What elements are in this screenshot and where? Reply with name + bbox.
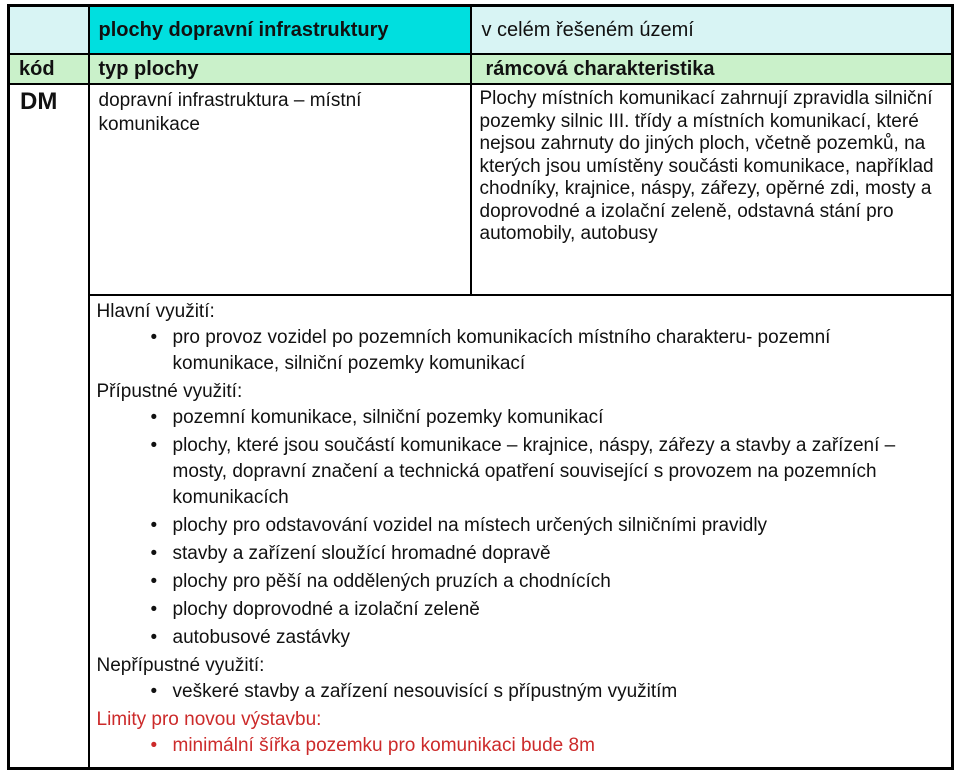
list-item-text: autobusové zastávky — [172, 627, 350, 648]
list-item — [97, 433, 918, 511]
list-item — [97, 405, 918, 431]
list-item-text: veškeré stavby a zařízení nesouvisící s přípustným využitím — [172, 681, 678, 702]
bullet-icon: • — [150, 571, 158, 592]
zone-code: DM — [9, 84, 89, 769]
list-item — [97, 513, 918, 539]
bullet-icon: • — [150, 543, 158, 564]
list-item-text: pozemní komunikace, silniční pozemky komunikací — [172, 407, 604, 428]
category-scope: v celém řešeném území — [471, 6, 953, 55]
category-header-row — [9, 6, 953, 55]
bullet-icon: • — [150, 735, 158, 756]
section-heading-prohibited-use: Nepřípustné využití: — [96, 655, 265, 676]
bullet-icon: • — [150, 327, 158, 348]
column-header-code: kód — [9, 54, 89, 84]
list-item-text: pro provoz vozidel po pozemních komunikacích místního charakteru- pozemní komunikace, silniční pozemky komunikací — [172, 327, 831, 374]
list-item — [97, 597, 918, 623]
bullet-icon: • — [150, 599, 158, 620]
list-item — [97, 625, 918, 651]
bullet-icon: • — [150, 407, 158, 428]
column-header-characteristic: rámcová charakteristika — [471, 54, 953, 84]
section-heading-main-use: Hlavní využití: — [96, 301, 215, 322]
corner-cell — [9, 6, 89, 55]
list-item — [97, 733, 918, 759]
list-item-text: minimální šířka pozemku pro komunikaci bude 8m — [172, 735, 595, 756]
bullet-icon: • — [150, 681, 158, 702]
bullet-icon: • — [150, 627, 158, 648]
zone-type: dopravní infrastruktura – místní komunikace — [89, 84, 471, 295]
list-item — [97, 569, 918, 595]
section-heading-limits: Limity pro novou výstavbu: — [96, 709, 322, 730]
bullet-icon: • — [150, 435, 158, 456]
column-header-row — [9, 54, 953, 84]
zoning-table — [7, 4, 954, 770]
list-item-text: plochy, které jsou součástí komunikace – krajnice, náspy, zářezy a stavby a zařízení – mosty, dopravní značení a technická opatření související s provozem na pozemních komunikacích — [172, 435, 896, 508]
list-item-text: plochy doprovodné a izolační zeleně — [172, 599, 480, 620]
zone-characteristic: Plochy místních komunikací zahrnují zpravidla silniční pozemky silnic III. třídy a místních komunikací, které nejsou zahrnuty do jiných ploch, včetně pozemků, na kterých jsou umístěny součásti komunikace, například chodníky, krajnice, náspy, zářezy, opěrné zdi, mosty a doprovodné a izolační zeleně, odstavná stání pro automobily, autobusy — [471, 84, 953, 295]
list-item — [97, 325, 918, 377]
bullet-icon: • — [150, 515, 158, 536]
list-item-text: stavby a zařízení sloužící hromadné dopravě — [172, 543, 551, 564]
list-item — [97, 541, 918, 567]
list-item-text: plochy pro pěší na oddělených pruzích a chodnících — [172, 571, 611, 592]
list-item — [97, 679, 918, 705]
list-item-text: plochy pro odstavování vozidel na místech určených silničními pravidly — [172, 515, 768, 536]
zone-row — [9, 84, 953, 295]
category-title: plochy dopravní infrastruktury — [89, 6, 471, 55]
column-header-type: typ plochy — [89, 54, 471, 84]
section-heading-permitted-use: Přípustné využití: — [96, 381, 243, 402]
usage-row — [9, 295, 953, 769]
usage-cell — [89, 295, 953, 769]
